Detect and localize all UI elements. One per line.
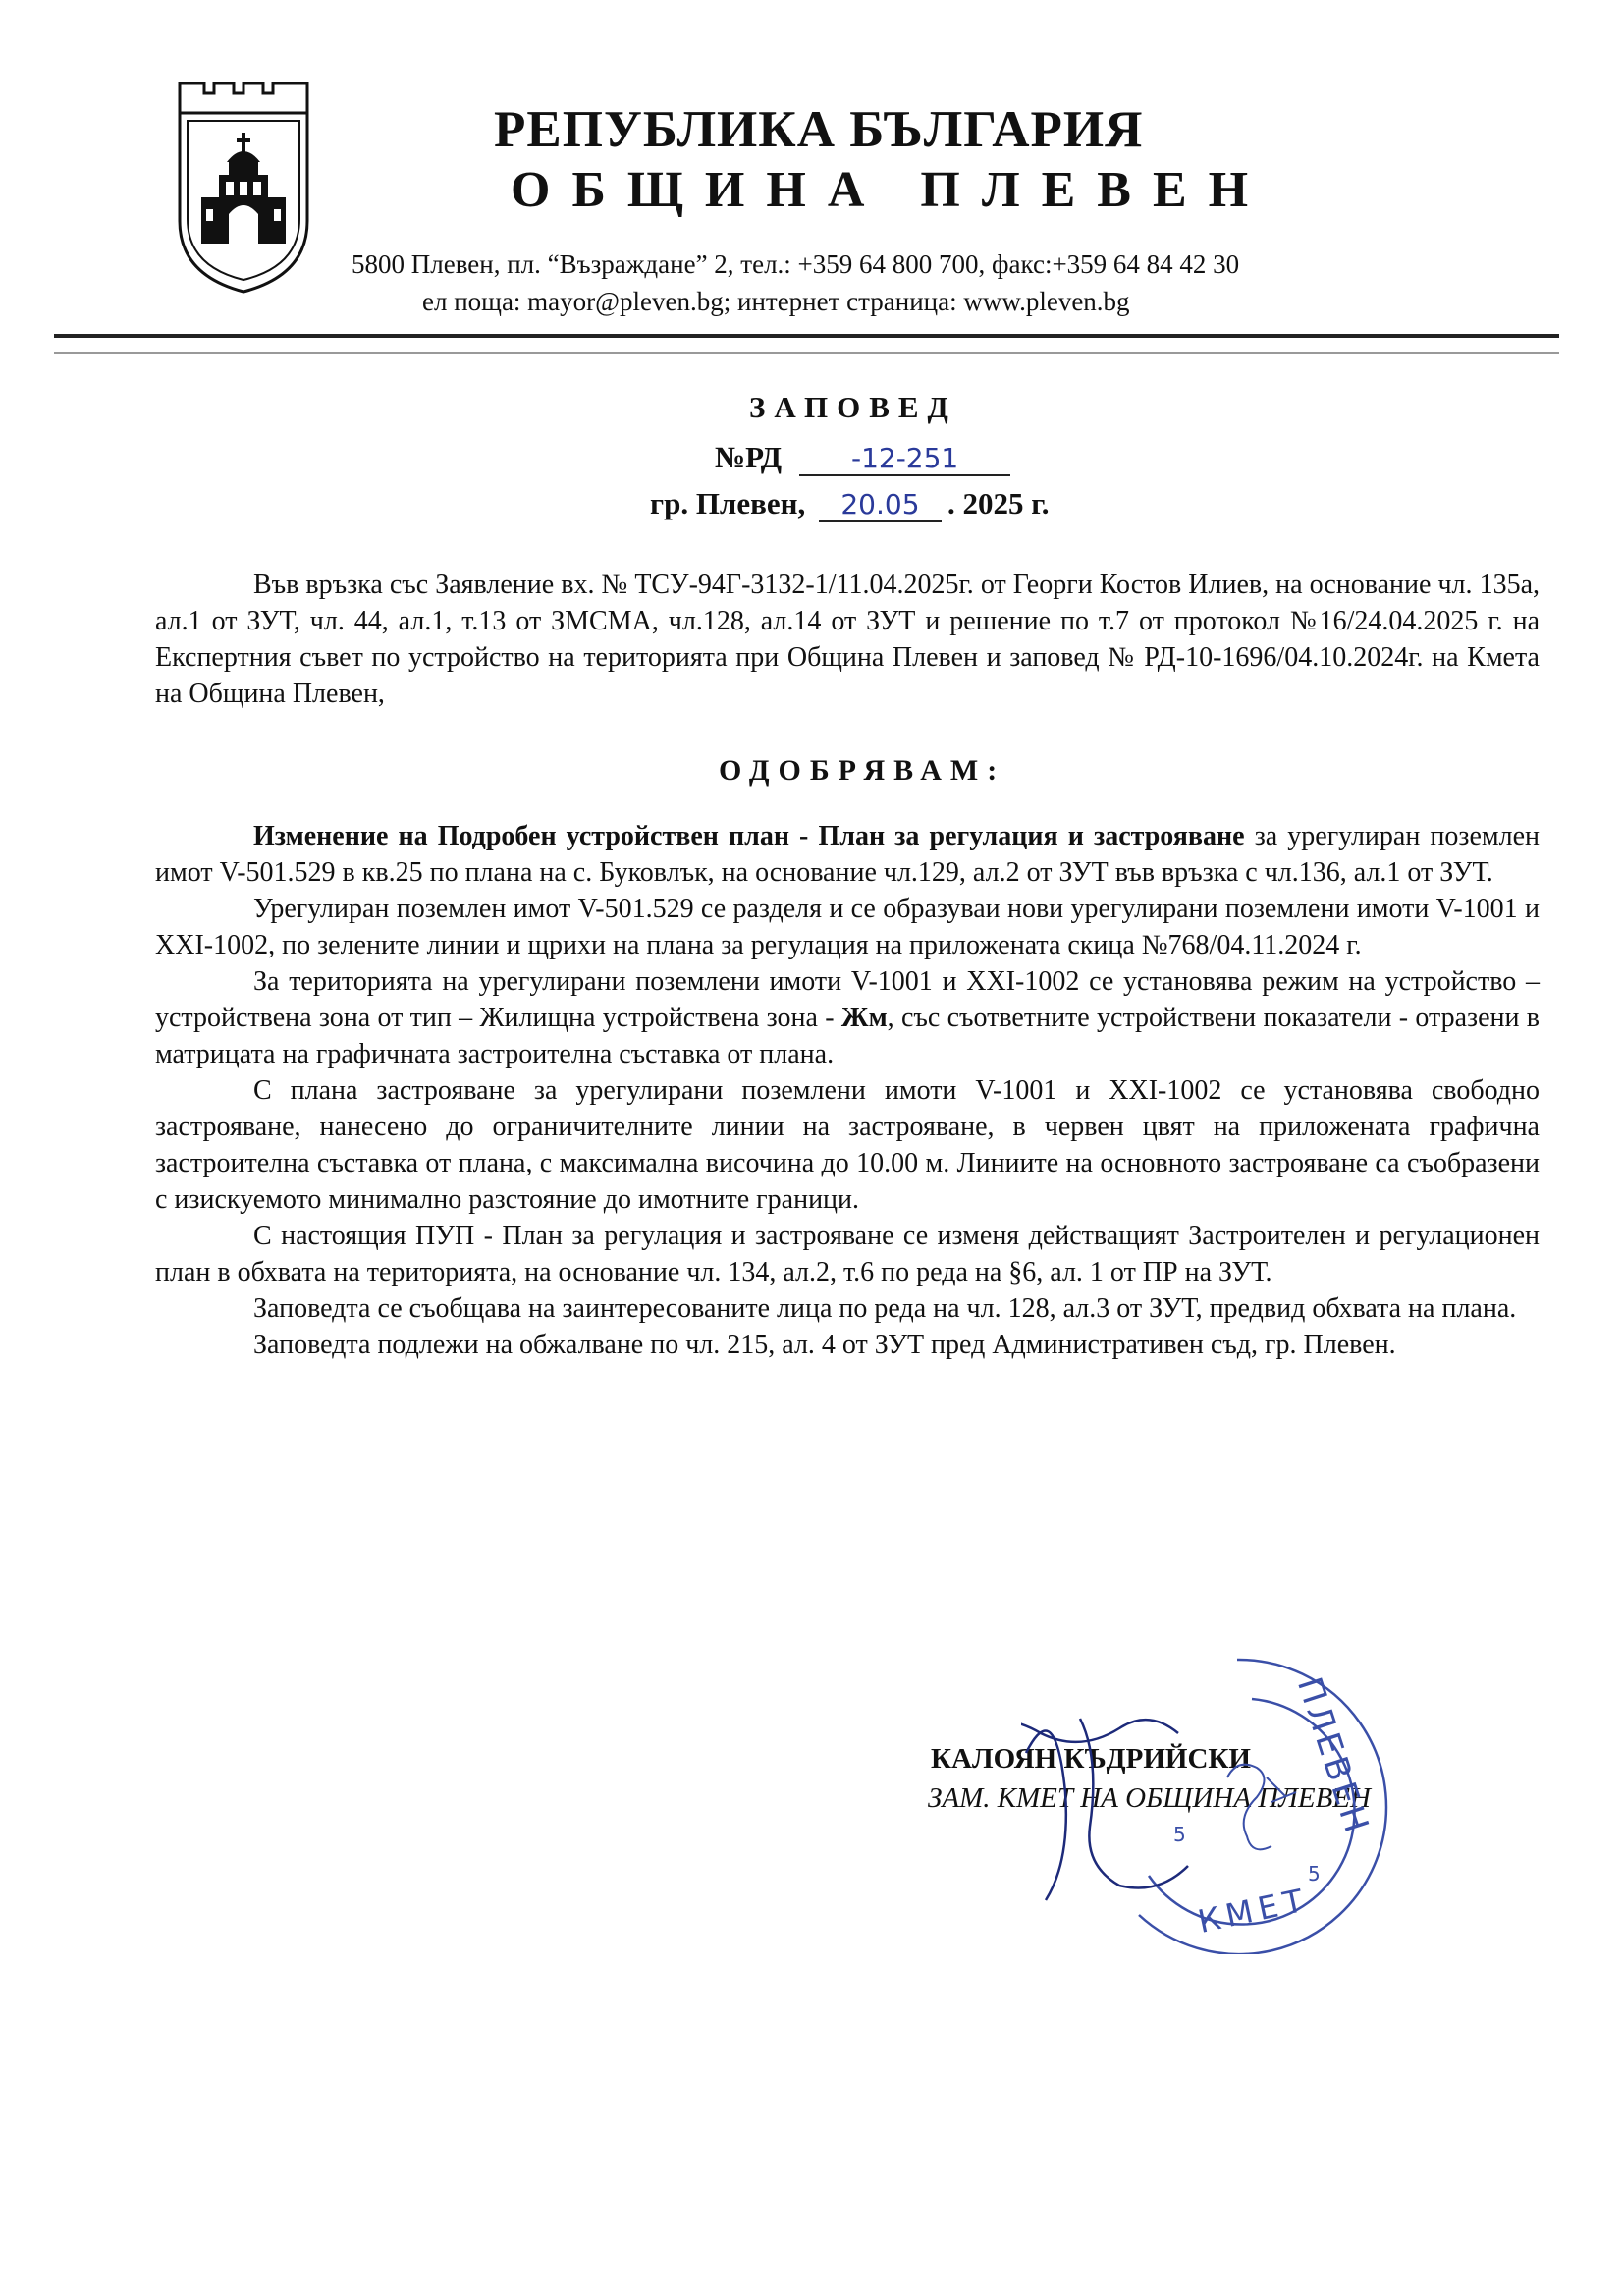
- coat-of-arms-logo: [170, 82, 317, 296]
- paragraph-7: Заповедта подлежи на обжалване по чл. 215, ал. 4 от ЗУТ пред Административен съд, гр. Плевен.: [253, 1330, 1396, 1360]
- paragraph-2: Урегулиран поземлен имот V-501.529 се разделя и се образуваи нови урегулирани поземлени имоти V-1001 и XXI-1002, по зелените линии и щрихи на плана за регулация на приложената скица №768/04.11.2024 г.: [155, 894, 1540, 960]
- seal-mark-right: 5: [1308, 1862, 1321, 1886]
- paragraph-3: [155, 963, 1540, 1072]
- paragraph-3-start: За територията на урегулирани поземлени имоти V-1001 и XXI-1002 се установява режим на устройство – устройствена зона от тип – Жилищна устройствена зона -: [155, 966, 1540, 1033]
- header-divider-thin: [54, 352, 1559, 354]
- paragraph-1-bold: Изменение на Подробен устройствен план - План за регулация и застрояване: [253, 821, 1245, 851]
- order-date-handwritten: 20.05: [819, 488, 942, 522]
- document-title: ЗАПОВЕД: [749, 390, 957, 424]
- handwritten-signature: [1021, 1719, 1188, 1900]
- order-number-handwritten: -12-251: [799, 442, 1010, 476]
- paragraph-1: [155, 818, 1540, 891]
- address-line: 5800 Плевен, пл. “Възраждане” 2, тел.: +359 64 800 700, факс:+359 64 84 42 30: [352, 249, 1240, 279]
- municipality-title: ОБЩИНА ПЛЕВЕН: [511, 162, 1271, 218]
- signatory-title: ЗАМ. КМЕТ НА ОБЩИНА ПЛЕВЕН: [928, 1782, 1371, 1814]
- seal-text-bottom: КМЕТ: [1194, 1881, 1313, 1941]
- order-year: . 2025 г.: [947, 486, 1050, 520]
- official-seal-stamp: [1021, 1630, 1414, 1954]
- order-body: [155, 818, 1540, 1363]
- republic-title: РЕПУБЛИКА БЪЛГАРИЯ: [494, 101, 1144, 158]
- order-number-prefix: №РД: [715, 440, 783, 474]
- paragraph-3-end: , със съответните устройствени показатели - отразени в матрицата на графичната застроителна съставка от плана.: [155, 1003, 1540, 1069]
- approve-heading: ОДОБРЯВАМ:: [719, 754, 1006, 787]
- signatory-name: КАЛОЯН КЪДРИЙСКИ: [931, 1743, 1251, 1775]
- order-city: гр. Плевен,: [650, 486, 806, 520]
- order-date-line: [650, 486, 1050, 522]
- header-divider: [54, 334, 1559, 338]
- contacts-line: ел поща: mayor@pleven.bg; интернет страница: www.pleven.bg: [422, 287, 1130, 316]
- intro-block: [155, 567, 1540, 712]
- seal-mark-left: 5: [1173, 1823, 1186, 1846]
- paragraph-6: Заповедта се съобщава на заинтересованите лица по реда на чл. 128, ал.3 от ЗУТ, предвид обхвата на плана.: [253, 1293, 1517, 1324]
- order-number-line: [715, 440, 1010, 476]
- paragraph-1-rest: за урегулиран поземлен имот V-501.529 в кв.25 по плана на с. Буковлък, на основание чл.129, ал.2 от ЗУТ във връзка с чл.136, ал.1 от ЗУТ.: [155, 821, 1540, 888]
- paragraph-4: С плана застрояване за урегулирани поземлени имоти V-1001 и XXI-1002 се установява свободно застрояване, нанесено до ограничителните линии на застрояване, в червен цвят на приложената графична застроителна съставка от плана, с максимална височина до 10.00 м. Линиите на основното застрояване са съобразени с изискуемото минимално разстояние до имотните граници.: [155, 1075, 1540, 1215]
- seal-text-top: ПЛЕВЕН: [1288, 1672, 1378, 1841]
- paragraph-5: С настоящия ПУП - План за регулация и застрояване се изменя действащият Застроителен и регулационен план в обхвата на територията, на основание чл. 134, ал.2, т.6 по реда на §6, ал. 1 от ПР на ЗУТ.: [155, 1221, 1540, 1287]
- zone-code: Жм: [840, 1003, 888, 1033]
- intro-paragraph: Във връзка със Заявление вх. № ТСУ-94Г-3132-1/11.04.2025г. от Георги Костов Илиев, на основание чл. 135а, ал.1 от ЗУТ, чл. 44, ал.1, т.13 от ЗМСМА, чл.128, ал.14 от ЗУТ и решение по т.7 от протокол №16/24.04.2025 г. на Експертния съвет по устройство на територията при Община Плевен и заповед № РД-10-1696/04.10.2024г. на Кмета на Община Плевен,: [155, 570, 1540, 709]
